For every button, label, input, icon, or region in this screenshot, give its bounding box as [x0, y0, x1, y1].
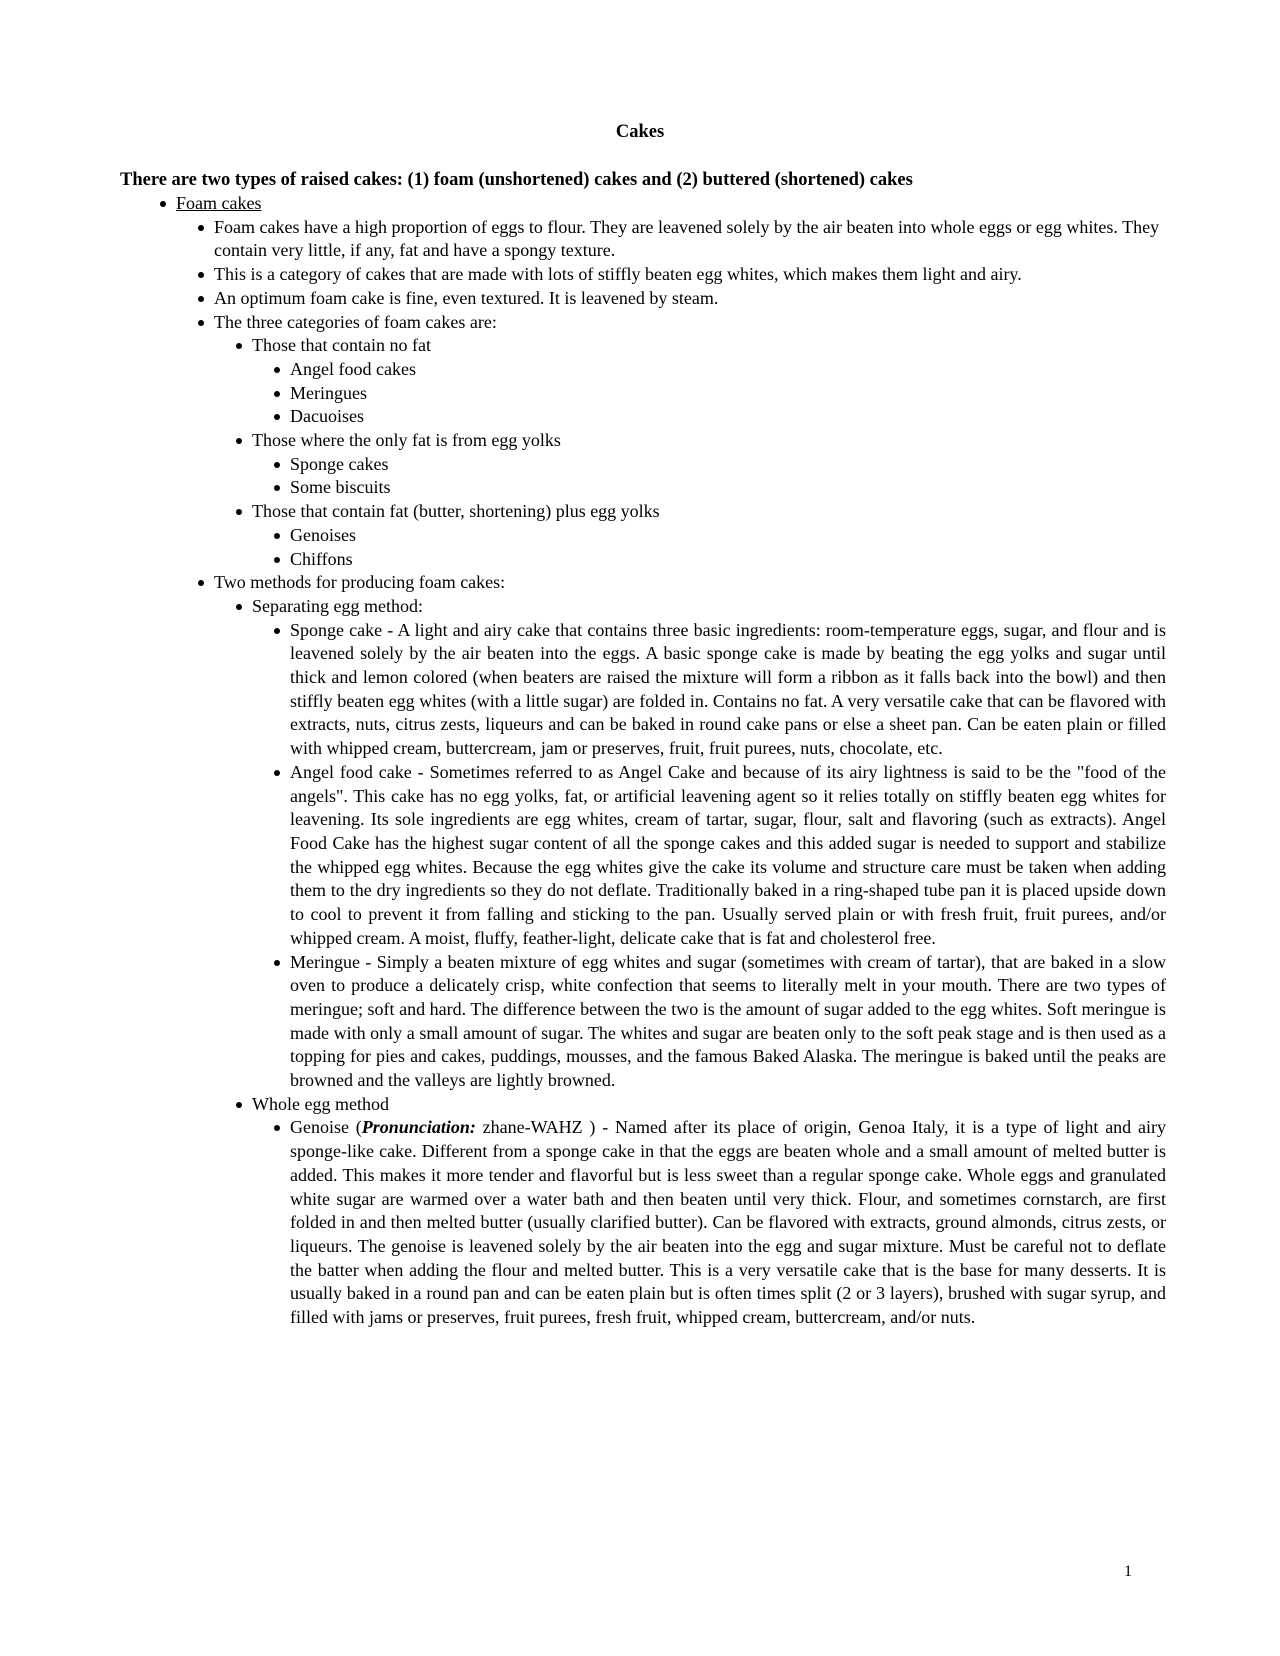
list-item: Sponge cakes: [0, 453, 1166, 477]
page-number: 1: [1124, 1563, 1132, 1580]
list-item: Chiffons: [0, 548, 1166, 572]
list-item: The three categories of foam cakes are:: [0, 311, 1166, 335]
list-item: Some biscuits: [0, 476, 1166, 500]
list-item: An optimum foam cake is fine, even textured. It is leavened by steam.: [0, 287, 1166, 311]
list-item: This is a category of cakes that are made with lots of stiffly beaten egg whites, which makes them light and airy.: [0, 263, 1166, 287]
list-item: [0, 1116, 1166, 1329]
list-item: Meringues: [0, 382, 1166, 406]
list-item: Those that contain no fat: [0, 334, 1166, 358]
list-item: Separating egg method:: [0, 595, 1166, 619]
list-item: Angel food cakes: [0, 358, 1166, 382]
genoise-prefix: Genoise (: [290, 1117, 362, 1138]
list-item: Genoises: [0, 524, 1166, 548]
list-item: Those where the only fat is from egg yolks: [0, 429, 1166, 453]
list-item: Angel food cake - Sometimes referred to as Angel Cake and because of its airy lightness is said to be the "food of the angels". This cake has no egg yolks, fat, or artificial leavening agent so it relies totally on stiffly beaten egg whites for leavening. Its sole ingredients are egg whites, cream of tartar, sugar, flour, salt and flavoring (such as extracts). Angel Food Cake has the highest sugar content of all the sponge cakes and this added sugar is needed to support and stabilize the whipped egg whites. Because the egg whites give the cake its volume and structure care must be taken when adding them to the dry ingredients so they do not deflate. Traditionally baked in a ring-shaped tube pan it is placed upside down to cool to prevent it from falling and sticking to the pan. Usually served plain or with fresh fruit, fruit purees, and/or whipped cream. A moist, fluffy, feather-light, delicate cake that is fat and cholesterol free.: [0, 761, 1166, 951]
pronunciation-label: Pronunciation:: [361, 1117, 476, 1138]
list-item: Meringue - Simply a beaten mixture of egg whites and sugar (sometimes with cream of tartar), that are baked in a slow oven to produce a delicately crisp, white confection that seems to literally melt in your mouth. There are two types of meringue; soft and hard. The difference between the two is the amount of sugar added to the egg whites. Soft meringue is made with only a small amount of sugar. The whites and sugar are beaten only to the soft peak stage and is then used as a topping for pies and cakes, puddings, mousses, and the famous Baked Alaska. The meringue is baked until the peaks are browned and the valleys are lightly browned.: [0, 951, 1166, 1093]
list-item: Two methods for producing foam cakes:: [0, 571, 1166, 595]
intro-heading: There are two types of raised cakes: (1) foam (unshortened) cakes and (2) buttered (shortened) cakes: [120, 170, 913, 190]
document-body: [0, 192, 1280, 1330]
list-item: Dacuoises: [0, 405, 1166, 429]
list-item: Sponge cake - A light and airy cake that contains three basic ingredients: room-temperature eggs, sugar, and flour and is leavened solely by the air beaten into the eggs. A basic sponge cake is made by beating the egg yolks and sugar until thick and lemon colored (when beaters are raised the mixture will form a ribbon as it falls back into the bowl) and then stiffly beaten egg whites (with a little sugar) are folded in. Contains no fat. A very versatile cake that can be flavored with extracts, nuts, citrus zests, liqueurs and can be baked in round cake pans or else a sheet pan. Can be eaten plain or filled with whipped cream, buttercream, jam or preserves, fruit, fruit purees, nuts, chocolate, etc.: [0, 619, 1166, 761]
list-item: Those that contain fat (butter, shortening) plus egg yolks: [0, 500, 1166, 524]
genoise-text: zhane-WAHZ ) - Named after its place of origin, Genoa Italy, it is a type of light and airy sponge-like cake. Different from a sponge cake in that the eggs are beaten whole and a small amount of melted butter is added. This makes it more tender and flavorful but is less sweet than a regular sponge cake. Whole eggs and granulated white sugar are warmed over a water bath and then beaten until very thick. Flour, and sometimes cornstarch, are first folded in and then melted butter (usually clarified butter). Can be flavored with extracts, ground almonds, citrus zests, or liqueurs. The genoise is leavened solely by the air beaten into the egg and sugar mixture. Must be careful not to deflate the batter when adding the flour and melted butter. This is a very versatile cake that is the base for many desserts. It is usually baked in a round pan and can be eaten plain but is often times split (2 or 3 layers), brushed with sugar syrup, and filled with jams or preserves, fruit purees, fresh fruit, whipped cream, buttercream, and/or nuts.: [290, 1117, 1166, 1328]
list-item: [0, 192, 1280, 216]
list-item: Whole egg method: [0, 1093, 1166, 1117]
section-heading: Foam cakes: [176, 193, 262, 213]
list-item: Foam cakes have a high proportion of eggs to flour. They are leavened solely by the air beaten into whole eggs or egg whites. They contain very little, if any, fat and have a spongy texture.: [0, 216, 1166, 263]
page-title: Cakes: [615, 122, 665, 142]
outline-list: [0, 192, 1280, 1330]
